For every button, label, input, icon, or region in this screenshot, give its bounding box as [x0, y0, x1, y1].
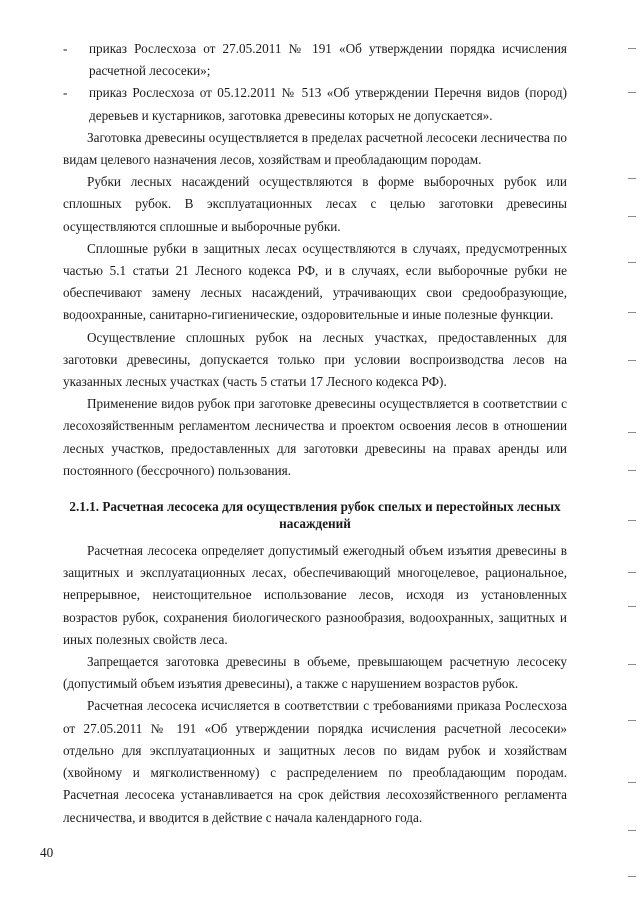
list-item [63, 82, 567, 126]
scan-mark [628, 92, 636, 93]
scan-mark [628, 216, 636, 217]
paragraph: Заготовка древесины осуществляется в пределах расчетной лесосеки лесничества по видам целевого назначения лесов, хозяйствам и преобладающим породам. [63, 129, 567, 168]
paragraph: Запрещается заготовка древесины в объеме, превышающем расчетную лесосеку (допустимый объем изъятия древесины), а также с нарушением возрастов рубок. [63, 654, 567, 692]
list-item-text: приказ Рослесхоза от 05.12.2011 № 513 «Об утверждении Перечня видов (пород) деревьев и кустарников, заготовка древесины которых не допускается». [89, 85, 567, 123]
scan-mark [628, 830, 636, 831]
scan-mark [628, 876, 636, 877]
section-heading: 2.1.1. Расчетная лесосека для осуществления рубок спелых и перестойных лесных насаждений [69, 499, 561, 532]
scan-mark [628, 432, 636, 433]
scan-mark [628, 470, 636, 471]
scan-mark [628, 360, 636, 361]
scan-mark [628, 48, 636, 49]
paragraph: Расчетная лесосека исчисляется в соответствии с требованиями приказа Рослесхоза от 27.05.2011 № 191 «Об утверждении порядка исчисления расчетной лесосеки» отдельно для эксплуатационных и защитных лесов по видам рубок и хозяйствам (хвойному и мягколиственному) с распределением по преобладающим породам. Расчетная лесосека устанавливается на срок действия лесохозяйственного регламента лесничества, и вводится в действие с начала календарного года. [63, 698, 567, 825]
list-marker: - [63, 41, 68, 56]
paragraph: Сплошные рубки в защитных лесах осуществляются в случаях, предусмотренных частью 5.1 статьи 21 Лесного кодекса РФ, и в случаях, если выборочные рубки не обеспечивают замену лесных насаждений, утрачивающих свои средообразующие, водоохранные, санитарно-гигиенические, оздоровительные и иные полезные функции. [63, 240, 567, 323]
paragraph: Рубки лесных насаждений осуществляются в форме выборочных рубок или сплошных рубок. В эксплуатационных лесах с целью заготовки древесины осуществляются сплошные и выборочные рубки. [63, 174, 567, 234]
scan-mark [628, 178, 636, 179]
paragraph: Осуществление сплошных рубок на лесных участках, предоставленных для заготовки древесины, допускается только при условии воспроизводства лесов на указанных лесных участках (часть 5 статьи 17 Лесного кодекса РФ). [63, 329, 567, 390]
scan-mark [628, 664, 636, 665]
scan-mark [628, 606, 636, 607]
page-content [63, 38, 567, 829]
scan-mark [628, 782, 636, 783]
list-item-text: приказ Рослесхоза от 27.05.2011 № 191 «Об утверждении порядка исчисления расчетной лесосеки»; [89, 41, 567, 79]
paragraph: Применение видов рубок при заготовке древесины осуществляется в соответствии с лесохозяйственным регламентом лесничества и проектом освоения лесов в отношении лесных участков, предоставленных для заготовки древесины на правах аренды или постоянного (бессрочного) пользования. [63, 396, 567, 478]
scan-mark [628, 262, 636, 263]
scan-mark [628, 572, 636, 573]
scan-edge-marks [622, 0, 636, 905]
page-number: 40 [40, 845, 54, 860]
scan-mark [628, 520, 636, 521]
paragraph: Расчетная лесосека определяет допустимый ежегодный объем изъятия древесины в защитных и эксплуатационных лесах, обеспечивающий многоцелевое, рациональное, непрерывное, неистощительное использование лесов, исходя из установленных возрастов рубок, сохранения биологического разнообразия, водоохранных, защитных и иных полезных свойств леса. [63, 543, 567, 647]
scan-mark [628, 720, 636, 721]
scan-mark [628, 312, 636, 313]
list-marker: - [63, 85, 68, 101]
list-item [63, 38, 567, 82]
